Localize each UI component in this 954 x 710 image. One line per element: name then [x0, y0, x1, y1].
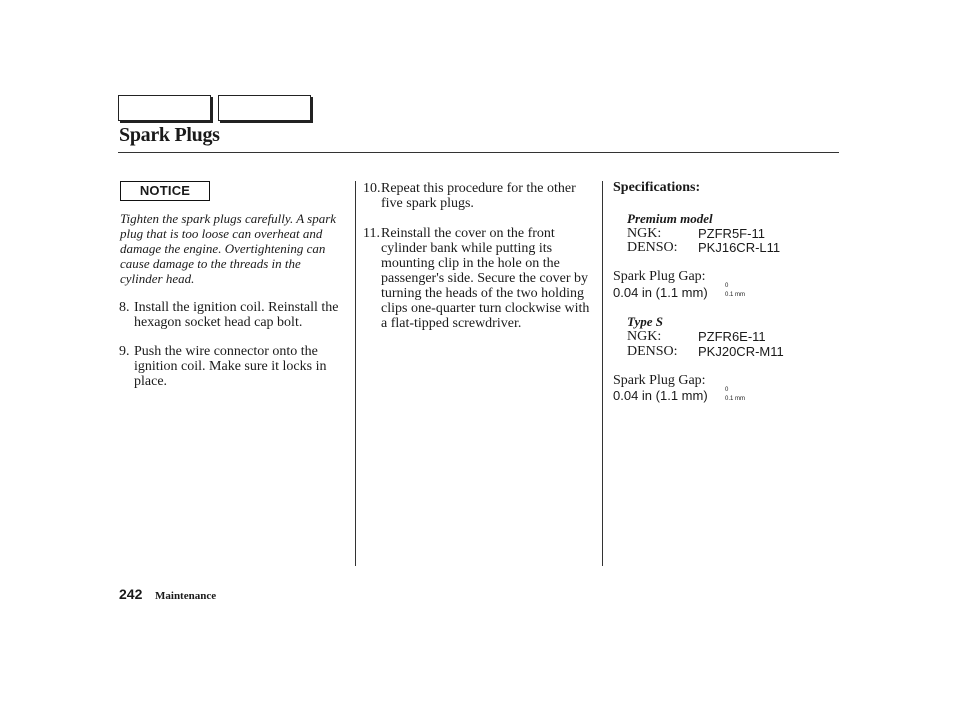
step-text: Install the ignition coil. Reinstall the hexagon socket head cap bolt. [134, 300, 339, 330]
step-number: 9. [119, 344, 130, 359]
nav-box-right[interactable] [218, 95, 311, 121]
gap-tolerance-minus: 0.1 mm [725, 292, 746, 298]
column-divider-1 [355, 181, 356, 566]
step-number: 8. [119, 300, 130, 315]
specifications-heading: Specifications: [613, 180, 701, 195]
denso-label: DENSO: [627, 240, 678, 255]
nav-box-left[interactable] [118, 95, 211, 121]
column-divider-2 [602, 181, 603, 566]
denso-label: DENSO: [627, 344, 678, 359]
ngk-value: PZFR5F-11 [698, 226, 765, 241]
gap-tolerance-minus: 0.1 mm [725, 396, 746, 402]
gap-tolerance-plus: 0 [725, 387, 729, 393]
gap-label: Spark Plug Gap: [613, 373, 706, 388]
title-divider [118, 152, 839, 153]
denso-value: PKJ20CR-M11 [698, 344, 784, 359]
notice-badge: NOTICE [120, 181, 210, 201]
step-text: Push the wire connector onto the ignition coil. Make sure it locks in place. [134, 344, 327, 389]
gap-tolerance-plus: 0 [725, 283, 729, 289]
step-text: Reinstall the cover on the front cylinder bank while putting its mounting clip in the hole on the passenger's side. Secure the cover by turning the heads of the two holding clips one-quarter turn clockwise with a flat-tipped screwdriver. [381, 226, 590, 331]
gap-label: Spark Plug Gap: [613, 269, 706, 284]
step-text: Repeat this procedure for the other five spark plugs. [381, 181, 576, 211]
step-number: 10. [363, 181, 381, 196]
ngk-label: NGK: [627, 226, 662, 241]
notice-text: Tighten the spark plugs carefully. A spark plug that is too loose can overheat and damage the engine. Overtightening can cause damage to the threads in the cylinder head. [120, 211, 337, 286]
section-name: Maintenance [155, 590, 217, 602]
ngk-label: NGK: [627, 329, 662, 344]
gap-value: 0.04 in (1.1 mm) [613, 285, 708, 300]
page-title: Spark Plugs [119, 124, 220, 146]
step-number: 11. [363, 226, 380, 241]
ngk-value: PZFR6E-11 [698, 329, 766, 344]
page-number: 242 [119, 586, 143, 602]
model-name: Type S [627, 314, 663, 329]
denso-value: PKJ16CR-L11 [698, 240, 781, 255]
model-name: Premium model [627, 211, 713, 226]
gap-value: 0.04 in (1.1 mm) [613, 388, 708, 403]
